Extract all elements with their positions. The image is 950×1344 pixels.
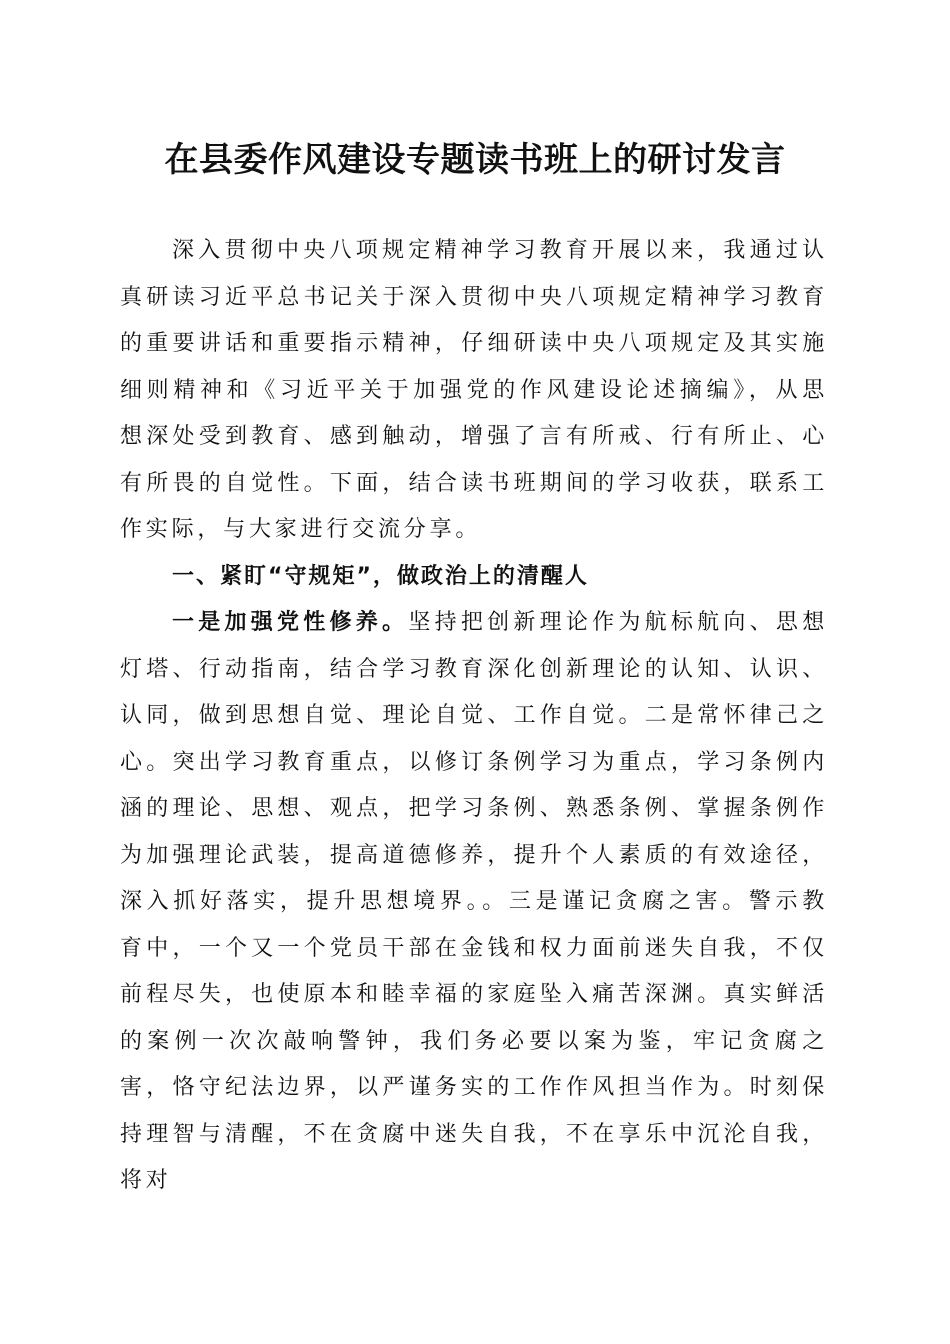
section-paragraph <box>120 600 828 1205</box>
intro-paragraph: 深入贯彻中央八项规定精神学习教育开展以来，我通过认真研读习近平总书记关于深入贯彻中央八项规定精神学习教育的重要讲话和重要指示精神，仔细研读中央八项规定及其实施细则精神和《习近平关于加强党的作风建设论述摘编》，从思想深处受到教育、感到触动，增强了言有所戒、行有所止、心有所畏的自觉性。下面，结合读书班期间的学习收获，联系工作实际，与大家进行交流分享。 <box>120 238 828 542</box>
document-title: 在县委作风建设专题读书班上的研讨发言 <box>164 140 786 180</box>
section-lead: 一是加强党性修养。 <box>172 610 409 635</box>
section-heading: 一、紧盯“守规矩”，做政治上的清醒人 <box>172 563 589 589</box>
document-body <box>120 228 828 1205</box>
section-text: 坚持把创新理论作为航标航向、思想灯塔、行动指南，结合学习教育深化创新理论的认知、认识、认同，做到思想自觉、理论自觉、工作自觉。二是常怀律己之心。突出学习教育重点，以修订条例学习为重点，学习条例内涵的理论、思想、观点，把学习条例、熟悉条例、掌握条例作为加强理论武装，提高道德修养，提升个人素质的有效途径，深入抓好落实，提升思想境界。。三是谨记贪腐之害。警示教育中，一个又一个党员干部在金钱和权力面前迷失自我，不仅前程尽失，也使原本和睦幸福的家庭坠入痛苦深渊。真实鲜活的案例一次次敲响警钟，我们务必要以案为鉴，牢记贪腐之害，恪守纪法边界，以严谨务实的工作作风担当作为。时刻保持理智与清醒，不在贪腐中迷失自我，不在享乐中沉沦自我，将对 <box>120 610 828 1193</box>
